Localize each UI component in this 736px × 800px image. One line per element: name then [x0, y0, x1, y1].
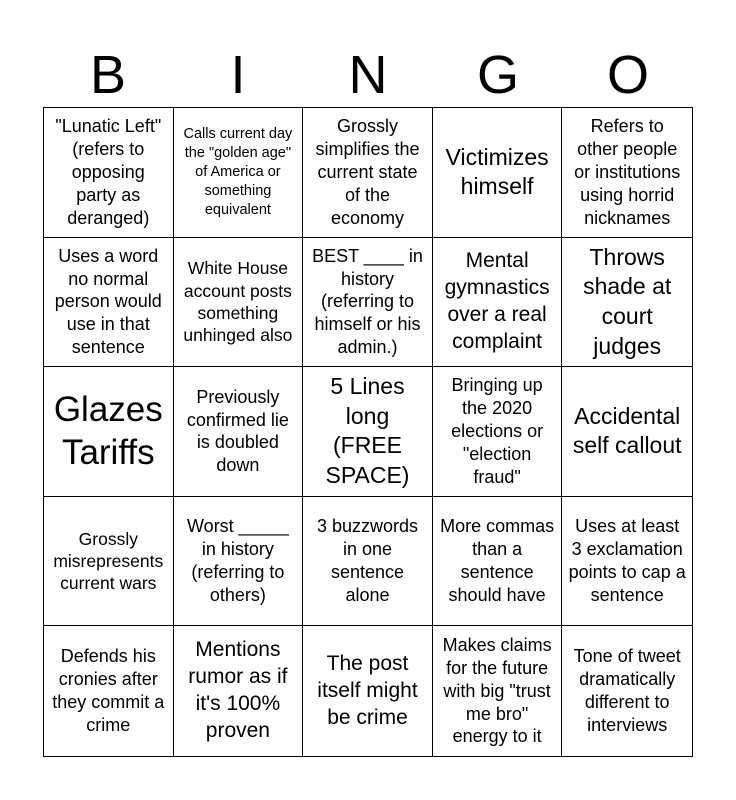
bingo-cell-r2c3[interactable]: [303, 238, 433, 368]
bingo-cell-r4c1[interactable]: [44, 497, 174, 627]
bingo-cell-r2c4[interactable]: [433, 238, 563, 368]
bingo-cell-r3c4[interactable]: [433, 367, 563, 497]
bingo-cell-r4c4[interactable]: [433, 497, 563, 627]
header-letter-n: N: [348, 45, 388, 105]
cell-text: Accidental self callout: [572, 402, 682, 459]
cell-text: White House account posts something unhinged also: [183, 258, 293, 346]
bingo-cell-r5c3[interactable]: [303, 626, 433, 756]
cell-text: Tone of tweet dramatically different to interviews: [573, 646, 681, 736]
cell-text: Calls current day the "golden age" of America or something equivalent: [183, 126, 293, 218]
cell-text: Mentions rumor as if it's 100% proven: [188, 638, 288, 743]
bingo-cell-r5c5[interactable]: [562, 626, 692, 756]
header-letter-i: I: [230, 45, 246, 105]
header-letter-o: O: [606, 45, 649, 105]
cell-text: Victimizes himself: [445, 143, 549, 200]
bingo-cell-r1c3[interactable]: [303, 108, 433, 238]
cell-text: Grossly misrepresents current wars: [53, 528, 164, 594]
cell-text: 5 Lines long (FREE SPACE): [325, 373, 410, 489]
bingo-cell-r4c3[interactable]: [303, 497, 433, 627]
bingo-cell-r5c4[interactable]: [433, 626, 563, 756]
bingo-cell-r2c5[interactable]: [562, 238, 692, 368]
cell-text: Uses a word no normal person would use in that sentence: [54, 245, 162, 358]
cell-text: BEST ____ in history (referring to himself or his admin.): [312, 245, 423, 358]
bingo-cell-r1c1[interactable]: [44, 108, 174, 238]
bingo-cell-r5c1[interactable]: [44, 626, 174, 756]
bingo-cell-r1c4[interactable]: [433, 108, 563, 238]
cell-text: Uses at least 3 exclamation points to cap a sentence: [568, 516, 686, 605]
bingo-cell-r3c2[interactable]: [174, 367, 304, 497]
header-letter-b: B: [89, 45, 127, 105]
cell-text: The post itself might be crime: [317, 651, 418, 729]
cell-text: Glazes Tariffs: [53, 389, 163, 473]
cell-text: 3 buzzwords in one sentence alone: [316, 516, 419, 605]
bingo-cell-r3c1[interactable]: [44, 367, 174, 497]
bingo-cell-r3c5[interactable]: [562, 367, 692, 497]
cell-text: Makes claims for the future with big "trust me bro" energy to it: [442, 635, 552, 747]
bingo-header: [43, 45, 693, 105]
bingo-cell-r5c2[interactable]: [174, 626, 304, 756]
cell-text: "Lunatic Left" (refers to opposing party as deranged): [55, 116, 162, 228]
header-letter-g: G: [476, 45, 519, 105]
bingo-cell-r3c3[interactable]: [303, 367, 433, 497]
bingo-board: [43, 107, 693, 757]
cell-text: More commas than a sentence should have: [440, 516, 555, 605]
bingo-cell-r4c5[interactable]: [562, 497, 692, 627]
bingo-cell-r1c2[interactable]: [174, 108, 304, 238]
bingo-cell-r2c1[interactable]: [44, 238, 174, 368]
bingo-cell-r2c2[interactable]: [174, 238, 304, 368]
bingo-cell-r4c2[interactable]: [174, 497, 304, 627]
cell-text: Mental gymnastics over a real complaint: [444, 249, 550, 353]
cell-text: Previously confirmed lie is doubled down: [186, 386, 289, 476]
bingo-cell-r1c5[interactable]: [562, 108, 692, 238]
cell-text: Worst _____ in history (referring to others): [187, 516, 289, 605]
cell-text: Defends his cronies after they commit a crime: [52, 646, 165, 736]
cell-text: Throws shade at court judges: [583, 243, 672, 359]
cell-text: Refers to other people or institutions using horrid nicknames: [574, 116, 681, 228]
cell-text: Grossly simplifies the current state of the economy: [315, 116, 420, 228]
cell-text: Bringing up the 2020 elections or "election fraud": [451, 375, 544, 487]
